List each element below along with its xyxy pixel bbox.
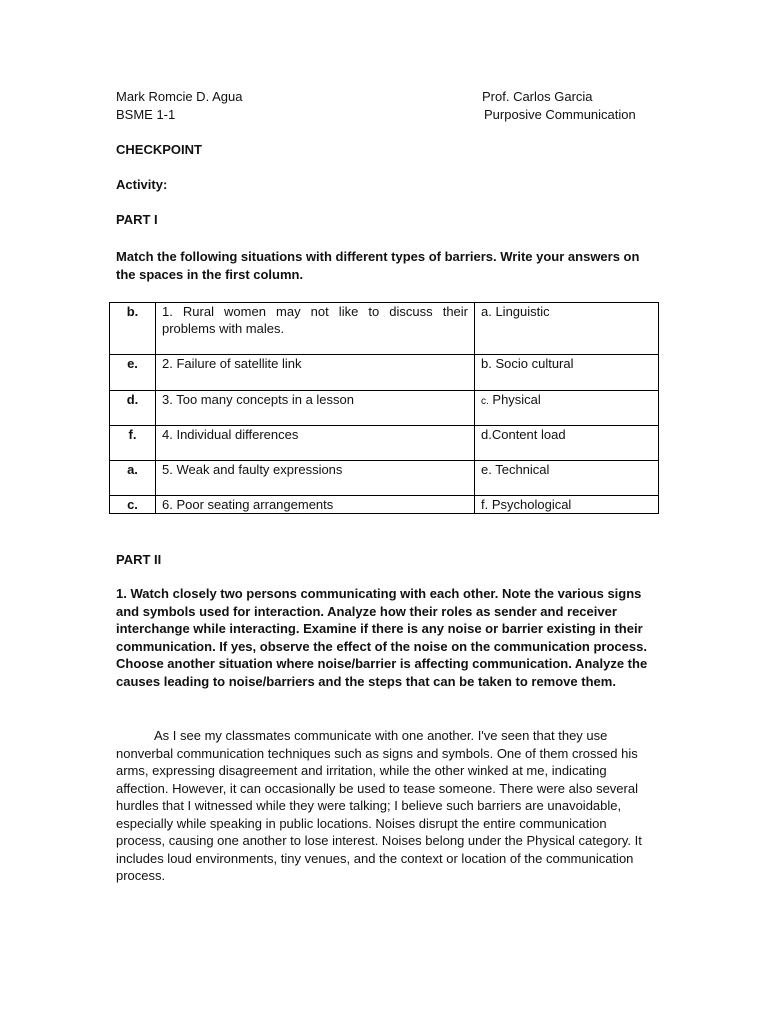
table-row bbox=[110, 461, 659, 496]
barrier-cell: b. Socio cultural bbox=[475, 355, 659, 391]
situation-cell: 2. Failure of satellite link bbox=[156, 355, 475, 391]
barrier-cell bbox=[475, 391, 659, 426]
answer-cell: a. bbox=[110, 461, 156, 496]
student-name: Mark Romcie D. Agua bbox=[116, 89, 243, 104]
situation-cell: 6. Poor seating arrangements bbox=[156, 496, 475, 514]
answer-cell: b. bbox=[110, 303, 156, 355]
situation-cell: 4. Individual differences bbox=[156, 426, 475, 461]
matching-table bbox=[109, 302, 659, 514]
situation-cell: 5. Weak and faulty expressions bbox=[156, 461, 475, 496]
student-section: BSME 1-1 bbox=[116, 106, 176, 122]
answer-paragraph: As I see my classmates communicate with one another. I've seen that they use nonverbal communication techniques such as signs and symbols. One of them crossed his arms, expressing disagreement and irritation, while the other winked at me, indicating affection. However, it can occasionally be used to tease someone. There were also several hurdles that I witnessed while they were talking; I believe such barriers are unavoidable, especially while speaking in public locations. Noises disrupt the entire communication process, causing one another to lose interest. Noises belong under the Physical category. It includes loud environments, tiny venues, and the context or location of the communication process. bbox=[116, 728, 642, 883]
table-row bbox=[110, 355, 659, 391]
answer-cell: e. bbox=[110, 355, 156, 391]
barrier-label: Physical bbox=[488, 392, 541, 407]
table-row bbox=[110, 391, 659, 426]
situation-cell: 1. Rural women may not like to discuss their problems with males. bbox=[156, 303, 475, 355]
barrier-cell: d.Content load bbox=[475, 426, 659, 461]
activity-label: Activity: bbox=[116, 177, 168, 192]
part-2-question: 1. Watch closely two persons communicating with each other. Note the various signs and symbols used for interaction. Analyze how their roles as sender and receiver interchange while interacting. Examine if there is any noise or barrier existing in their communication. If yes, observe the effect of the noise on the communication process. Choose another situation where noise/barrier is affecting communication. Analyze the causes leading to noise/barriers and the steps that can be taken to remove them. bbox=[116, 586, 648, 689]
barrier-letter: c. bbox=[481, 396, 489, 407]
barrier-cell: a. Linguistic bbox=[475, 303, 659, 355]
course-name: Purposive Communication bbox=[484, 106, 636, 122]
table-row bbox=[110, 303, 659, 355]
student-info bbox=[116, 88, 242, 123]
answer-cell: c. bbox=[110, 496, 156, 514]
part-2-answer bbox=[116, 727, 656, 885]
barrier-cell: e. Technical bbox=[475, 461, 659, 496]
part-1-instructions: Match the following situations with different types of barriers. Write your answers on the spaces in the first column. bbox=[116, 249, 640, 282]
situation-cell: 3. Too many concepts in a lesson bbox=[156, 391, 475, 426]
answer-cell: d. bbox=[110, 391, 156, 426]
answer-cell: f. bbox=[110, 426, 156, 461]
table-row bbox=[110, 496, 659, 514]
barrier-cell: f. Psychological bbox=[475, 496, 659, 514]
part-1-heading: PART I bbox=[116, 212, 158, 227]
professor-name: Prof. Carlos Garcia bbox=[482, 89, 593, 104]
checkpoint-heading: CHECKPOINT bbox=[116, 142, 202, 157]
part-2-heading: PART II bbox=[116, 552, 162, 567]
course-info bbox=[482, 88, 636, 123]
table-row bbox=[110, 426, 659, 461]
